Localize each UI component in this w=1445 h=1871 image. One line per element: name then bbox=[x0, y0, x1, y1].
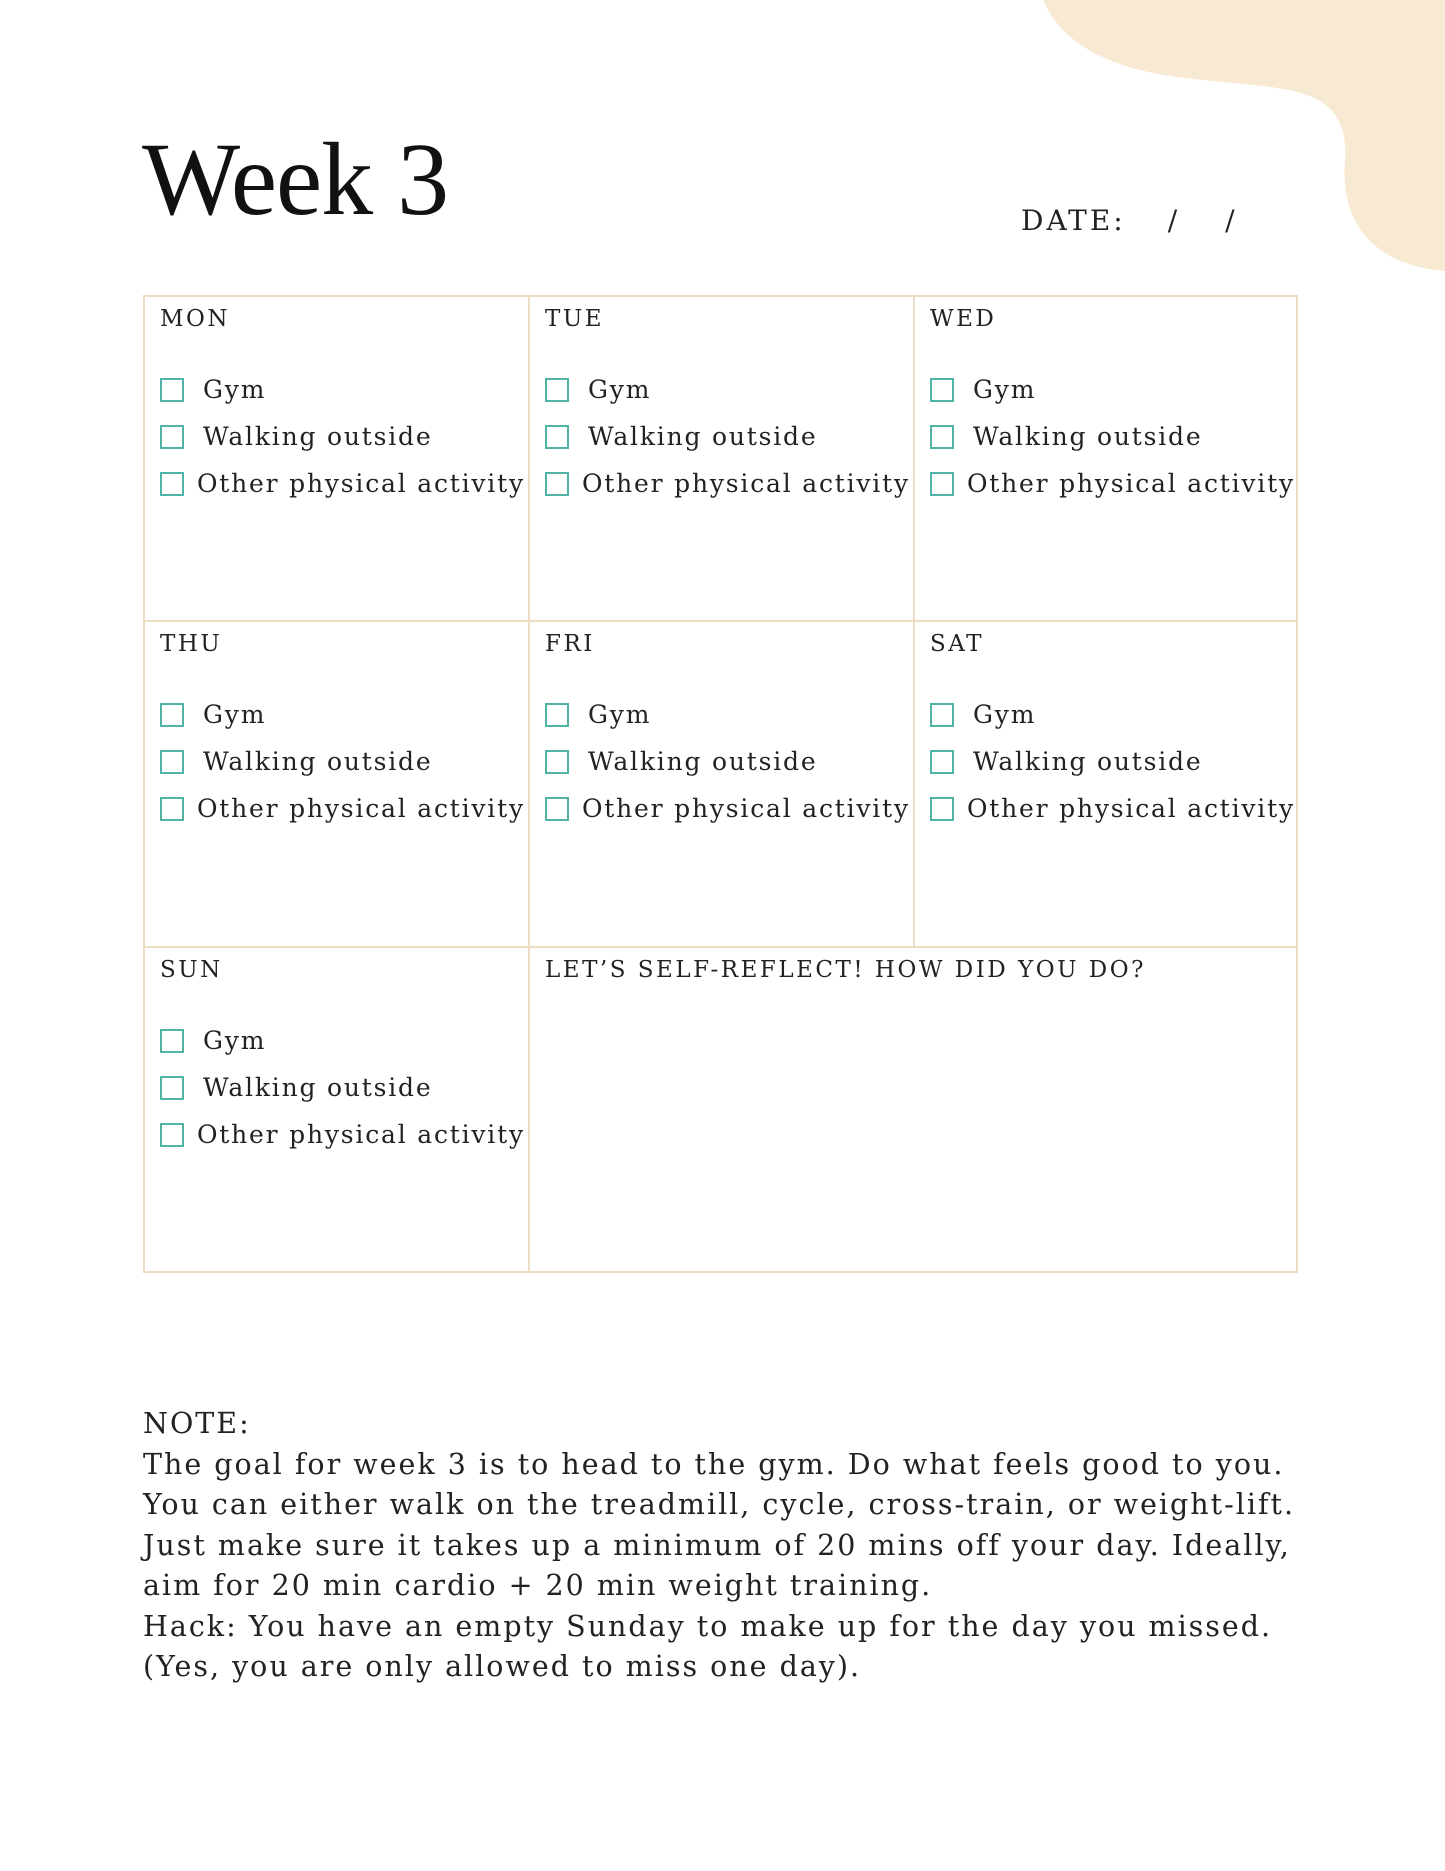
task-item bbox=[160, 691, 528, 738]
task-item bbox=[930, 413, 1296, 460]
day-label: FRI bbox=[545, 631, 595, 657]
checkbox[interactable] bbox=[545, 472, 569, 496]
day-cell-tue bbox=[530, 297, 915, 622]
task-item bbox=[160, 1111, 528, 1158]
task-item bbox=[930, 738, 1296, 785]
checkbox[interactable] bbox=[930, 378, 954, 402]
task-list bbox=[160, 366, 528, 507]
task-label: Gym bbox=[588, 375, 652, 404]
task-item bbox=[160, 785, 528, 832]
task-label: Other physical activity bbox=[967, 794, 1295, 823]
task-item bbox=[160, 1064, 528, 1111]
task-item bbox=[930, 691, 1296, 738]
day-label: THU bbox=[160, 631, 223, 657]
task-list bbox=[545, 366, 913, 507]
date-separator: / bbox=[1225, 204, 1235, 237]
task-list bbox=[160, 1017, 528, 1158]
note-line: aim for 20 min cardio + 20 min weight training. bbox=[143, 1569, 933, 1602]
task-item bbox=[545, 366, 913, 413]
task-label: Gym bbox=[203, 1026, 267, 1055]
task-label: Gym bbox=[973, 700, 1037, 729]
checkbox[interactable] bbox=[545, 378, 569, 402]
note-line: (Yes, you are only allowed to miss one day). bbox=[143, 1650, 862, 1683]
checkbox[interactable] bbox=[160, 797, 184, 821]
checkbox[interactable] bbox=[930, 750, 954, 774]
task-label: Other physical activity bbox=[197, 794, 525, 823]
task-label: Other physical activity bbox=[967, 469, 1295, 498]
task-label: Walking outside bbox=[973, 422, 1203, 451]
task-label: Gym bbox=[973, 375, 1037, 404]
day-cell-thu bbox=[145, 622, 530, 948]
task-list bbox=[930, 366, 1296, 507]
note-line: The goal for week 3 is to head to the gym. Do what feels good to you. bbox=[143, 1447, 1285, 1481]
task-label: Gym bbox=[588, 700, 652, 729]
checkbox[interactable] bbox=[160, 1029, 184, 1053]
day-label: SUN bbox=[160, 957, 223, 983]
task-list bbox=[160, 691, 528, 832]
task-label: Walking outside bbox=[588, 747, 818, 776]
day-cell-sun bbox=[145, 948, 530, 1271]
date-label: DATE: bbox=[1021, 204, 1126, 237]
task-item bbox=[160, 413, 528, 460]
task-label: Other physical activity bbox=[197, 1120, 525, 1149]
checkbox[interactable] bbox=[930, 703, 954, 727]
task-label: Gym bbox=[203, 700, 267, 729]
task-label: Walking outside bbox=[973, 747, 1203, 776]
date-separator: / bbox=[1167, 204, 1178, 237]
checkbox[interactable] bbox=[545, 750, 569, 774]
page-title: Week 3 bbox=[142, 122, 449, 237]
task-item bbox=[160, 1017, 528, 1064]
checkbox[interactable] bbox=[545, 425, 569, 449]
task-item bbox=[930, 460, 1296, 507]
checkbox[interactable] bbox=[160, 1076, 184, 1100]
checkbox[interactable] bbox=[160, 472, 184, 496]
checkbox[interactable] bbox=[930, 472, 954, 496]
note-line: Hack: You have an empty Sunday to make up for the day you missed. bbox=[143, 1609, 1273, 1643]
note-section bbox=[143, 1404, 1323, 1688]
day-label: WED bbox=[930, 306, 997, 332]
task-label: Other physical activity bbox=[582, 794, 910, 823]
day-label: TUE bbox=[545, 306, 605, 332]
day-cell-fri bbox=[530, 622, 915, 948]
date-field[interactable] bbox=[1021, 204, 1235, 237]
day-label: MON bbox=[160, 306, 231, 332]
task-item bbox=[160, 366, 528, 413]
checkbox[interactable] bbox=[160, 378, 184, 402]
task-item bbox=[545, 460, 913, 507]
task-item bbox=[930, 785, 1296, 832]
task-item bbox=[545, 738, 913, 785]
task-item bbox=[160, 460, 528, 507]
task-item bbox=[545, 691, 913, 738]
checkbox[interactable] bbox=[160, 1123, 184, 1147]
decorative-blob bbox=[1020, 0, 1445, 280]
day-cell-wed bbox=[915, 297, 1296, 622]
note-line: Just make sure it takes up a minimum of 20 mins off your day. Ideally, bbox=[143, 1528, 1291, 1562]
checkbox[interactable] bbox=[160, 703, 184, 727]
task-list bbox=[545, 691, 913, 832]
day-cell-mon bbox=[145, 297, 530, 622]
task-label: Other physical activity bbox=[582, 469, 910, 498]
checkbox[interactable] bbox=[160, 425, 184, 449]
checkbox[interactable] bbox=[930, 425, 954, 449]
checkbox[interactable] bbox=[545, 797, 569, 821]
self-reflect-label: LET’S SELF-REFLECT! HOW DID YOU DO? bbox=[545, 957, 1146, 983]
task-item bbox=[930, 366, 1296, 413]
day-label: SAT bbox=[930, 631, 984, 657]
self-reflect-area[interactable] bbox=[530, 948, 1296, 1271]
checkbox[interactable] bbox=[930, 797, 954, 821]
task-label: Other physical activity bbox=[197, 469, 525, 498]
checkbox[interactable] bbox=[545, 703, 569, 727]
task-label: Walking outside bbox=[203, 422, 433, 451]
task-item bbox=[545, 785, 913, 832]
task-item bbox=[545, 413, 913, 460]
note-heading: NOTE: bbox=[143, 1407, 251, 1440]
week-grid bbox=[143, 295, 1298, 1273]
task-label: Walking outside bbox=[203, 1073, 433, 1102]
task-label: Gym bbox=[203, 375, 267, 404]
checkbox[interactable] bbox=[160, 750, 184, 774]
task-label: Walking outside bbox=[203, 747, 433, 776]
note-line: You can either walk on the treadmill, cycle, cross-train, or weight-lift. bbox=[143, 1488, 1296, 1521]
day-cell-sat bbox=[915, 622, 1296, 948]
task-list bbox=[930, 691, 1296, 832]
task-item bbox=[160, 738, 528, 785]
task-label: Walking outside bbox=[588, 422, 818, 451]
